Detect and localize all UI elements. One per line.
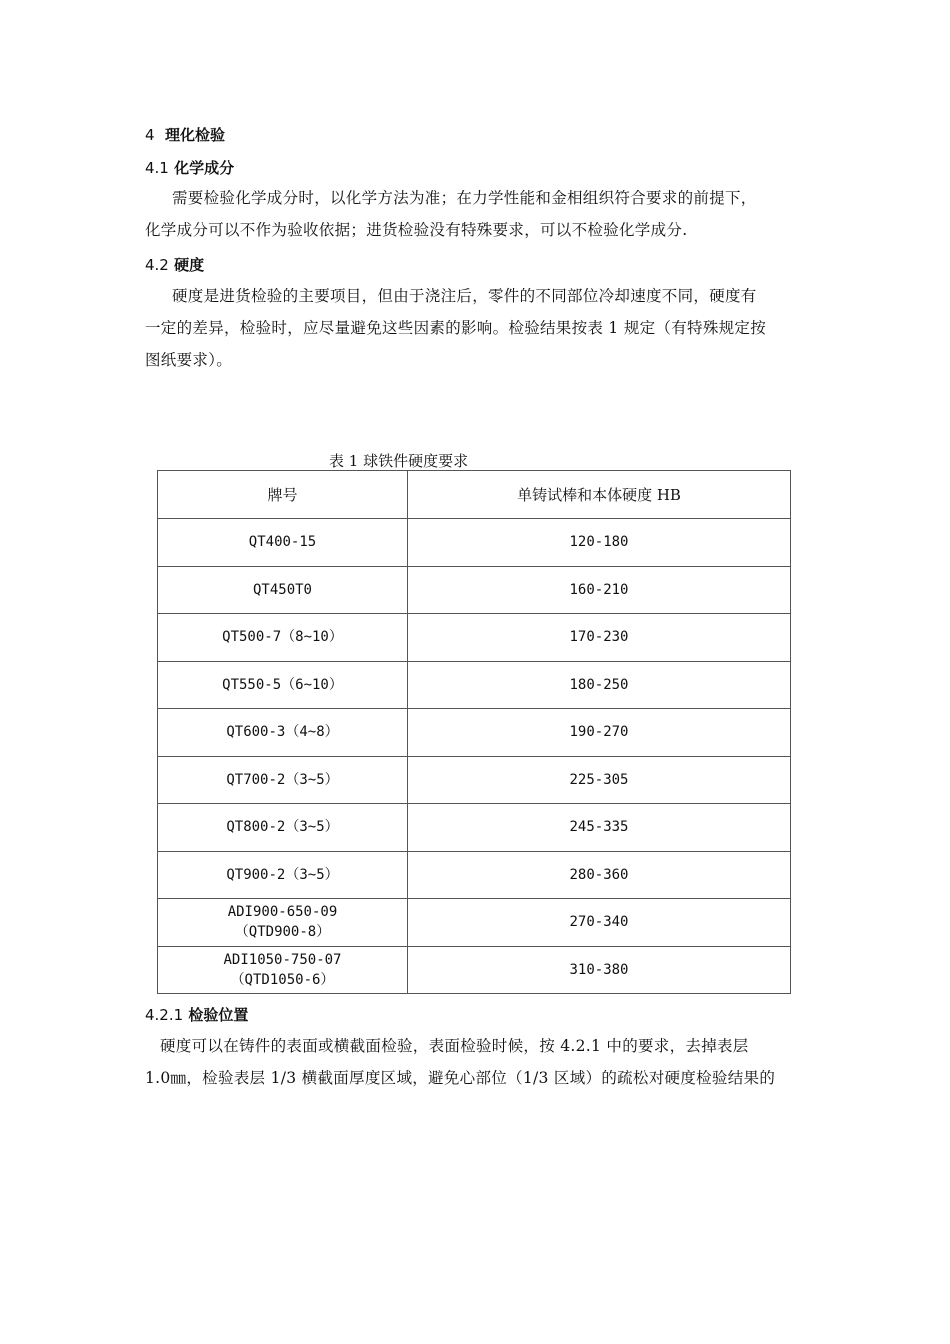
- table-caption: 表 1 球铁件硬度要求: [329, 452, 469, 470]
- grade-cell: [158, 566, 408, 614]
- hardness-cell: 160-210: [408, 566, 791, 614]
- table-header-row: [158, 471, 791, 519]
- grade-cell: [158, 614, 408, 662]
- grade-cell: [158, 899, 408, 947]
- grade-text: QT800-2（3~5）: [226, 819, 339, 836]
- paragraph-line: 需要检验化学成分时，以化学方法为准；在力学性能和金相组织符合要求的前提下，: [172, 189, 757, 207]
- section-4-1-paragraph: [145, 182, 757, 246]
- table-row: [158, 709, 791, 757]
- hardness-cell: 310-380: [408, 946, 791, 994]
- grade-text: QT450T0: [252, 581, 312, 598]
- table-row: [158, 614, 791, 662]
- grade-cell: [158, 946, 408, 994]
- grade-cell: [158, 851, 408, 899]
- grade-cell: [158, 756, 408, 804]
- table-row: [158, 804, 791, 852]
- table-row: [158, 899, 791, 947]
- hardness-cell: 225-305: [408, 756, 791, 804]
- grade-text: QT900-2（3~5）: [226, 866, 339, 883]
- hardness-cell: 280-360: [408, 851, 791, 899]
- grade-text: ADI900-650-09: [227, 904, 338, 921]
- section-4-2-paragraph: [145, 280, 766, 376]
- paragraph-line: 一定的差异，检验时，应尽量避免这些因素的影响。检验结果按表 1 规定（有特殊规定按: [145, 319, 767, 337]
- table-row: [158, 756, 791, 804]
- hardness-cell: 180-250: [408, 661, 791, 709]
- paragraph-line: 图纸要求）。: [145, 351, 233, 369]
- section-4-2-heading: 4.2 硬度: [145, 256, 205, 274]
- grade-cell: [158, 804, 408, 852]
- grade-text: QT600-3（4~8）: [226, 724, 339, 741]
- header-grade: 牌号: [158, 471, 408, 519]
- paragraph-line: 硬度可以在铸件的表面或横截面检验，表面检验时候，按 4.2.1 中的要求，去掉表层: [160, 1037, 749, 1055]
- grade-alt-text: （QTD900-8）: [234, 924, 331, 941]
- grade-text: QT500-7（8~10）: [222, 629, 343, 646]
- grade-cell: [158, 709, 408, 757]
- hardness-cell: 170-230: [408, 614, 791, 662]
- table-row: [158, 851, 791, 899]
- table-row: [158, 946, 791, 994]
- section-4-2-1-heading: 4.2.1 检验位置: [145, 1006, 249, 1024]
- hardness-cell: 120-180: [408, 519, 791, 567]
- grade-text: QT400-15: [248, 534, 317, 551]
- grade-cell: [158, 519, 408, 567]
- section-4-heading: 4 理化检验: [145, 126, 226, 144]
- grade-text: ADI1050-750-07: [223, 951, 342, 968]
- grade-text: QT550-5（6~10）: [222, 676, 343, 693]
- table-row: [158, 566, 791, 614]
- hardness-table: [157, 470, 791, 994]
- hardness-cell: 270-340: [408, 899, 791, 947]
- hardness-cell: 245-335: [408, 804, 791, 852]
- hardness-cell: 190-270: [408, 709, 791, 757]
- section-4-1-heading: 4.1 化学成分: [145, 159, 235, 177]
- paragraph-line: 1.0㎜，检验表层 1/3 横截面厚度区域，避免心部位（1/3 区域）的疏松对硬度检验结果的: [145, 1069, 776, 1087]
- grade-cell: [158, 661, 408, 709]
- grade-alt-text: （QTD1050-6）: [230, 971, 335, 988]
- table-row: [158, 519, 791, 567]
- paragraph-line: 硬度是进货检验的主要项目，但由于浇注后，零件的不同部位冷却速度不同，硬度有: [172, 287, 757, 305]
- paragraph-line: 化学成分可以不作为验收依据；进货检验没有特殊要求，可以不检验化学成分.: [145, 221, 688, 239]
- grade-text: QT700-2（3~5）: [226, 771, 339, 788]
- table-row: [158, 661, 791, 709]
- section-4-2-1-paragraph: [145, 1030, 775, 1094]
- header-hardness: 单铸试棒和本体硬度 HB: [408, 471, 791, 519]
